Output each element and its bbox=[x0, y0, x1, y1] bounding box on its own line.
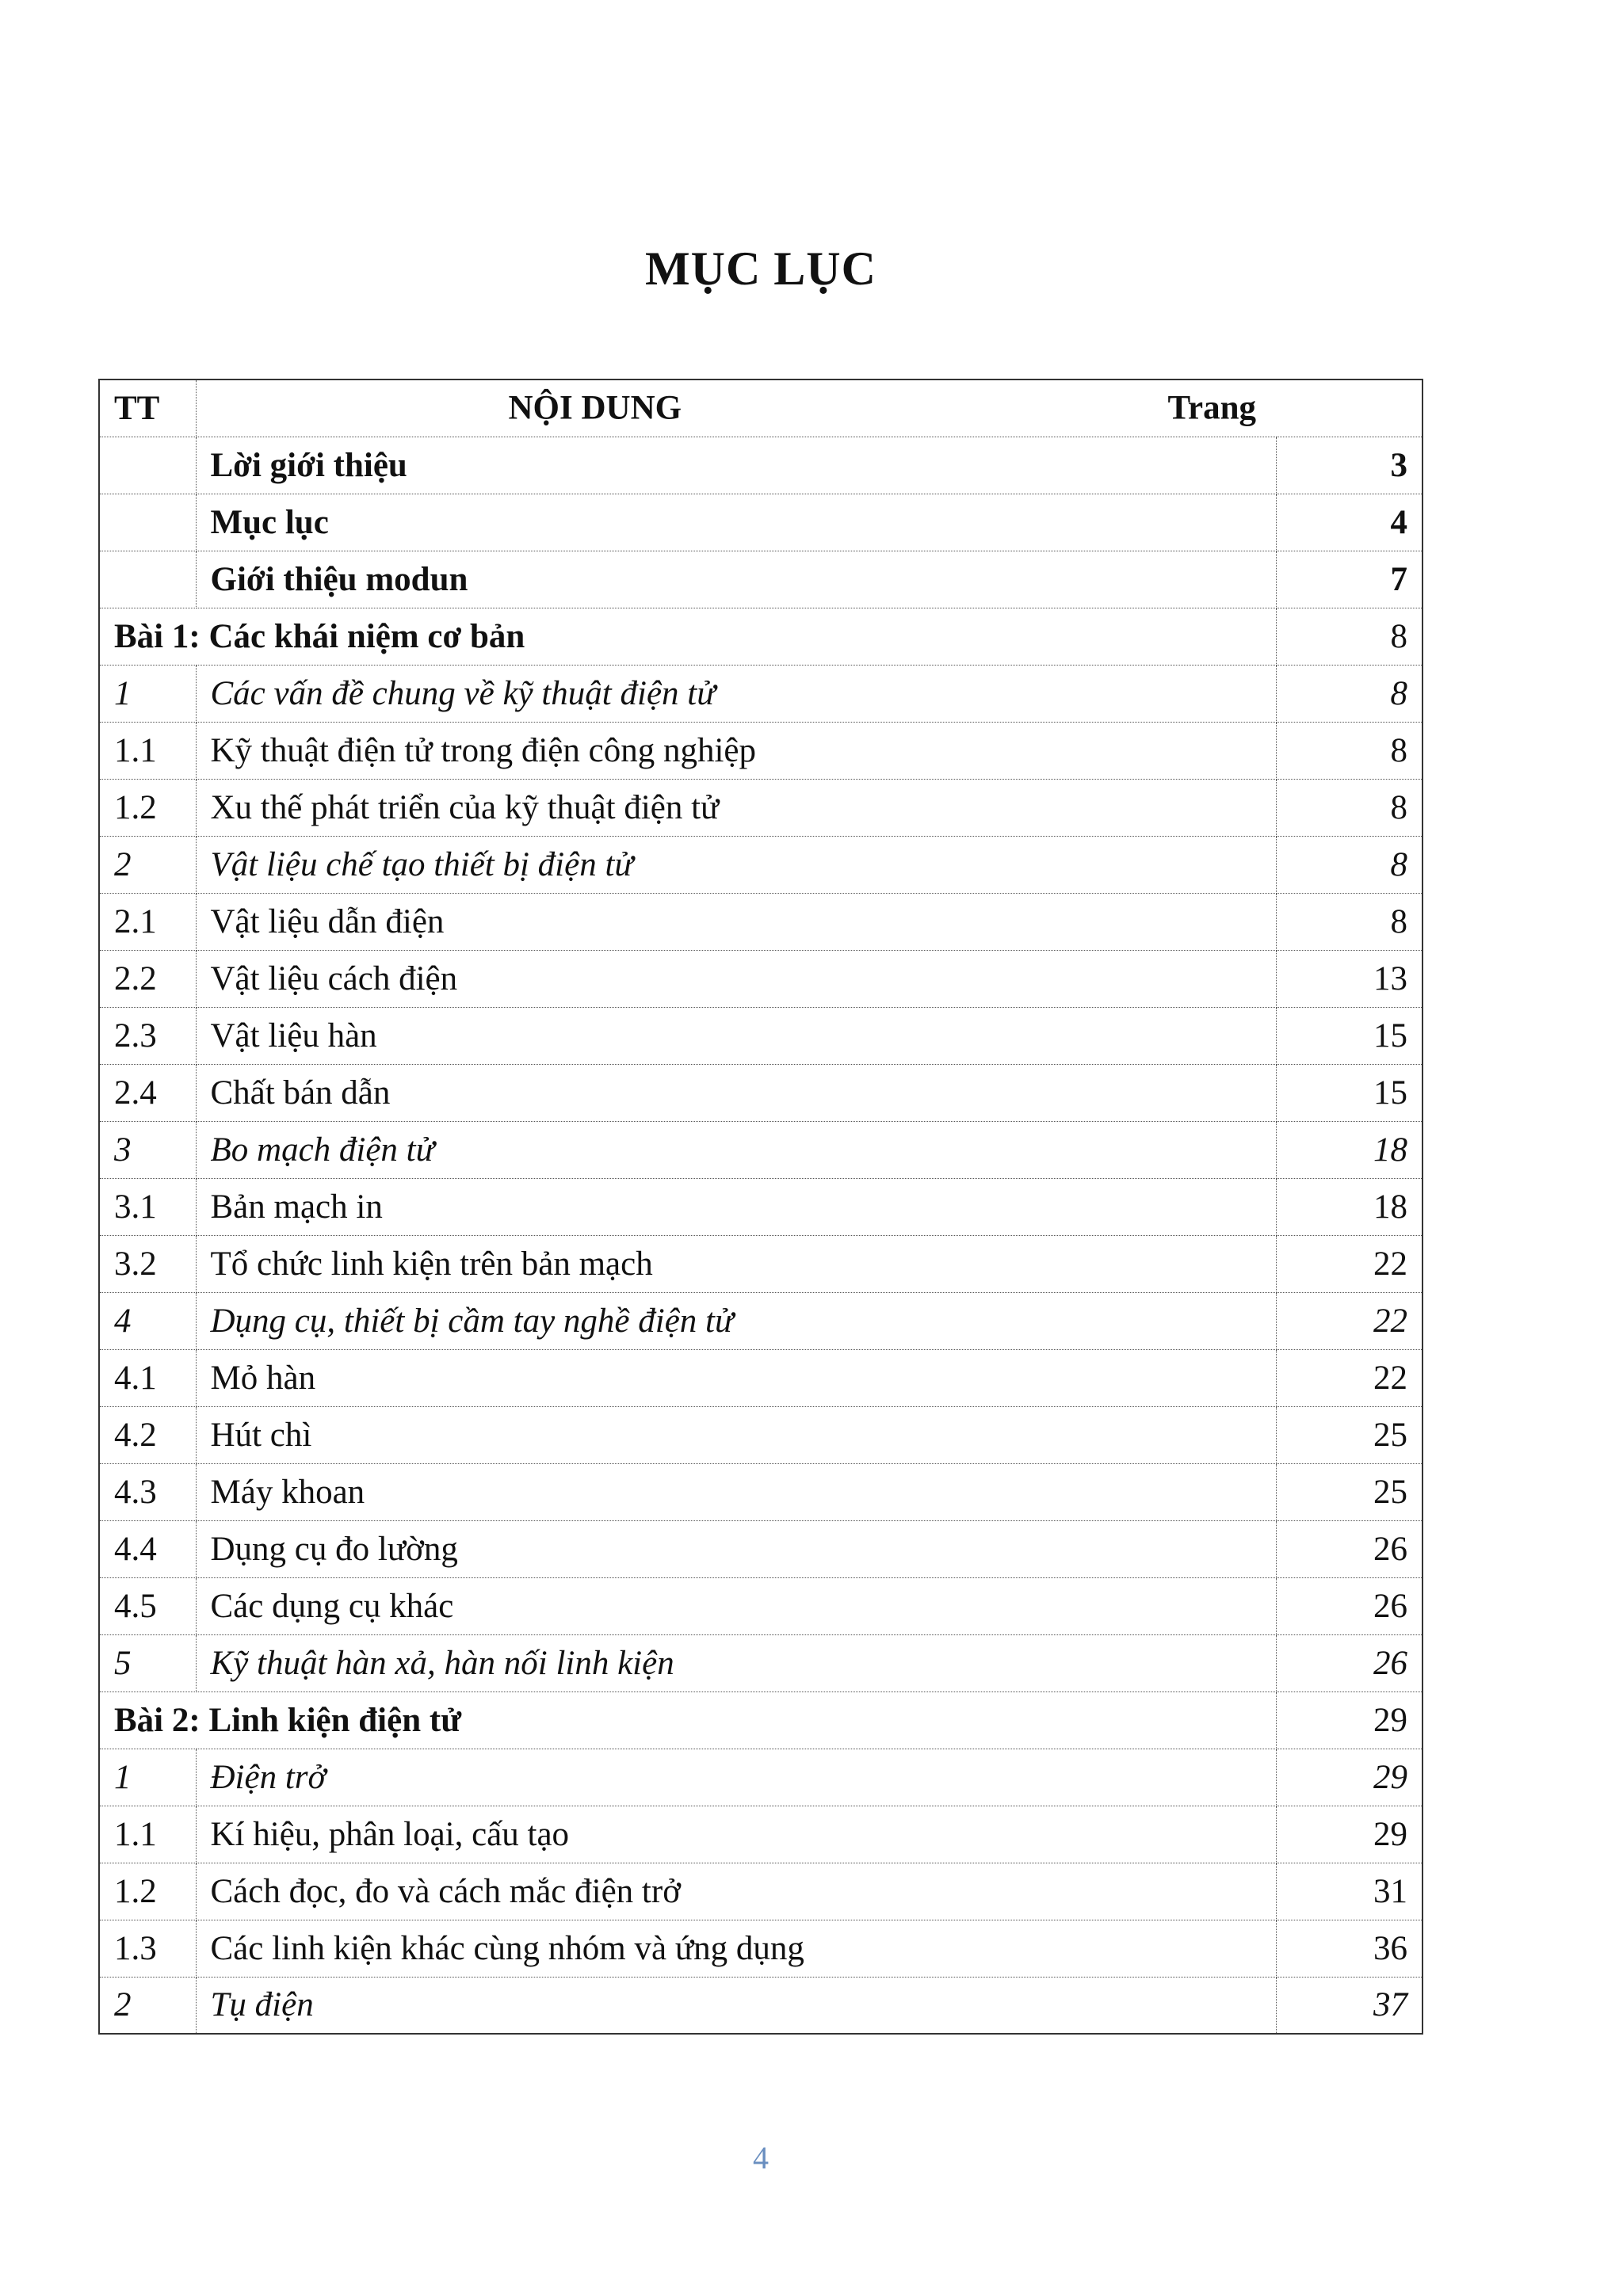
row-content: Các dụng cụ khác bbox=[196, 1577, 1276, 1634]
row-number bbox=[99, 494, 196, 551]
table-row bbox=[99, 1349, 1423, 1406]
row-page: 22 bbox=[1276, 1292, 1423, 1349]
row-content: Dụng cụ, thiết bị cầm tay nghề điện tử bbox=[196, 1292, 1276, 1349]
lesson-title: Bài 2: Linh kiện điện tử bbox=[99, 1691, 1276, 1749]
row-content: Vật liệu cách điện bbox=[196, 950, 1276, 1007]
row-number: 4.5 bbox=[99, 1577, 196, 1634]
row-number: 4.1 bbox=[99, 1349, 196, 1406]
row-content: Máy khoan bbox=[196, 1463, 1276, 1520]
row-page: 29 bbox=[1276, 1806, 1423, 1863]
table-row bbox=[99, 950, 1423, 1007]
row-page: 22 bbox=[1276, 1349, 1423, 1406]
row-content: Giới thiệu modun bbox=[196, 551, 1276, 608]
table-row bbox=[99, 1292, 1423, 1349]
row-number: 1.1 bbox=[99, 722, 196, 779]
row-content: Các vấn đề chung về kỹ thuật điện tử bbox=[196, 665, 1276, 722]
table-row bbox=[99, 665, 1423, 722]
row-page: 8 bbox=[1276, 608, 1423, 665]
row-page: 8 bbox=[1276, 836, 1423, 893]
row-number: 5 bbox=[99, 1634, 196, 1691]
row-content: Các linh kiện khác cùng nhóm và ứng dụng bbox=[196, 1920, 1276, 1977]
row-number bbox=[99, 551, 196, 608]
row-page: 15 bbox=[1276, 1007, 1423, 1064]
row-content: Bo mạch điện tử bbox=[196, 1121, 1276, 1178]
row-content: Tổ chức linh kiện trên bản mạch bbox=[196, 1235, 1276, 1292]
row-page: 36 bbox=[1276, 1920, 1423, 1977]
table-row bbox=[99, 836, 1423, 893]
row-content: Kí hiệu, phân loại, cấu tạo bbox=[196, 1806, 1276, 1863]
table-row bbox=[99, 1007, 1423, 1064]
row-page: 4 bbox=[1276, 494, 1423, 551]
row-page: 3 bbox=[1276, 437, 1423, 494]
row-content: Dụng cụ đo lường bbox=[196, 1520, 1276, 1577]
row-number: 1 bbox=[99, 1749, 196, 1806]
row-number: 4.3 bbox=[99, 1463, 196, 1520]
row-page: 37 bbox=[1276, 1977, 1423, 2034]
table-row bbox=[99, 1463, 1423, 1520]
row-page: 25 bbox=[1276, 1406, 1423, 1463]
row-page: 7 bbox=[1276, 551, 1423, 608]
row-content: Bản mạch in bbox=[196, 1178, 1276, 1235]
row-page: 29 bbox=[1276, 1749, 1423, 1806]
row-number: 1 bbox=[99, 665, 196, 722]
row-content: Vật liệu hàn bbox=[196, 1007, 1276, 1064]
table-row bbox=[99, 551, 1423, 608]
row-page: 8 bbox=[1276, 722, 1423, 779]
row-number: 3.1 bbox=[99, 1178, 196, 1235]
row-content: Tụ điện bbox=[196, 1977, 1276, 2034]
row-number: 3.2 bbox=[99, 1235, 196, 1292]
row-number: 1.2 bbox=[99, 779, 196, 836]
row-content: Hút chì bbox=[196, 1406, 1276, 1463]
row-number: 1.2 bbox=[99, 1863, 196, 1920]
row-page: 29 bbox=[1276, 1691, 1423, 1749]
table-row bbox=[99, 1863, 1423, 1920]
table-row bbox=[99, 437, 1423, 494]
row-content: Mỏ hàn bbox=[196, 1349, 1276, 1406]
row-number: 2.2 bbox=[99, 950, 196, 1007]
row-page: 22 bbox=[1276, 1235, 1423, 1292]
row-content: Điện trở bbox=[196, 1749, 1276, 1806]
table-row bbox=[99, 722, 1423, 779]
row-number: 2.4 bbox=[99, 1064, 196, 1121]
row-content: Vật liệu dẫn điện bbox=[196, 893, 1276, 950]
row-content: Vật liệu chế tạo thiết bị điện tử bbox=[196, 836, 1276, 893]
page-title: MỤC LỤC bbox=[645, 242, 876, 295]
row-page: 26 bbox=[1276, 1577, 1423, 1634]
table-row bbox=[99, 1406, 1423, 1463]
toc-body bbox=[99, 379, 1423, 2034]
table-row bbox=[99, 1577, 1423, 1634]
row-number: 2.3 bbox=[99, 1007, 196, 1064]
row-page: 25 bbox=[1276, 1463, 1423, 1520]
row-page: 8 bbox=[1276, 665, 1423, 722]
row-number: 2 bbox=[99, 836, 196, 893]
row-page: 13 bbox=[1276, 950, 1423, 1007]
row-number: 4.2 bbox=[99, 1406, 196, 1463]
row-number: 4.4 bbox=[99, 1520, 196, 1577]
table-row bbox=[99, 608, 1423, 665]
row-content: Kỹ thuật hàn xả, hàn nối linh kiện bbox=[196, 1634, 1276, 1691]
row-page: 18 bbox=[1276, 1121, 1423, 1178]
row-number: 1.3 bbox=[99, 1920, 196, 1977]
row-page: 15 bbox=[1276, 1064, 1423, 1121]
table-row bbox=[99, 1749, 1423, 1806]
row-number: 3 bbox=[99, 1121, 196, 1178]
row-content: Xu thế phát triển của kỹ thuật điện tử bbox=[196, 779, 1276, 836]
row-content: Mục lục bbox=[196, 494, 1276, 551]
row-page: 18 bbox=[1276, 1178, 1423, 1235]
row-page: 31 bbox=[1276, 1863, 1423, 1920]
table-row bbox=[99, 1064, 1423, 1121]
table-row bbox=[99, 1920, 1423, 1977]
table-row bbox=[99, 1520, 1423, 1577]
row-page: 8 bbox=[1276, 893, 1423, 950]
table-row bbox=[99, 494, 1423, 551]
row-content: Chất bán dẫn bbox=[196, 1064, 1276, 1121]
header-page: Trang bbox=[1167, 389, 1256, 427]
row-content: Cách đọc, đo và cách mắc điện trở bbox=[196, 1863, 1276, 1920]
table-row bbox=[99, 1121, 1423, 1178]
row-number: 1.1 bbox=[99, 1806, 196, 1863]
row-content: Lời giới thiệu bbox=[196, 437, 1276, 494]
header-content: NỘI DUNG bbox=[508, 389, 682, 427]
table-row bbox=[99, 779, 1423, 836]
table-row bbox=[99, 1977, 1423, 2034]
lesson-title: Bài 1: Các khái niệm cơ bản bbox=[99, 608, 1276, 665]
table-of-contents bbox=[98, 379, 1423, 2035]
row-number: 2 bbox=[99, 1977, 196, 2034]
header-content-cell bbox=[196, 379, 1423, 437]
toc-header-row bbox=[99, 379, 1423, 437]
table-row bbox=[99, 1634, 1423, 1691]
page-number: 4 bbox=[753, 2140, 769, 2176]
row-number: 2.1 bbox=[99, 893, 196, 950]
table-row bbox=[99, 1178, 1423, 1235]
header-tt: TT bbox=[99, 379, 196, 437]
row-page: 8 bbox=[1276, 779, 1423, 836]
row-number: 4 bbox=[99, 1292, 196, 1349]
table-row bbox=[99, 1806, 1423, 1863]
row-page: 26 bbox=[1276, 1634, 1423, 1691]
table-row bbox=[99, 1235, 1423, 1292]
row-content: Kỹ thuật điện tử trong điện công nghiệp bbox=[196, 722, 1276, 779]
row-page: 26 bbox=[1276, 1520, 1423, 1577]
table-row bbox=[99, 1691, 1423, 1749]
row-number bbox=[99, 437, 196, 494]
table-row bbox=[99, 893, 1423, 950]
